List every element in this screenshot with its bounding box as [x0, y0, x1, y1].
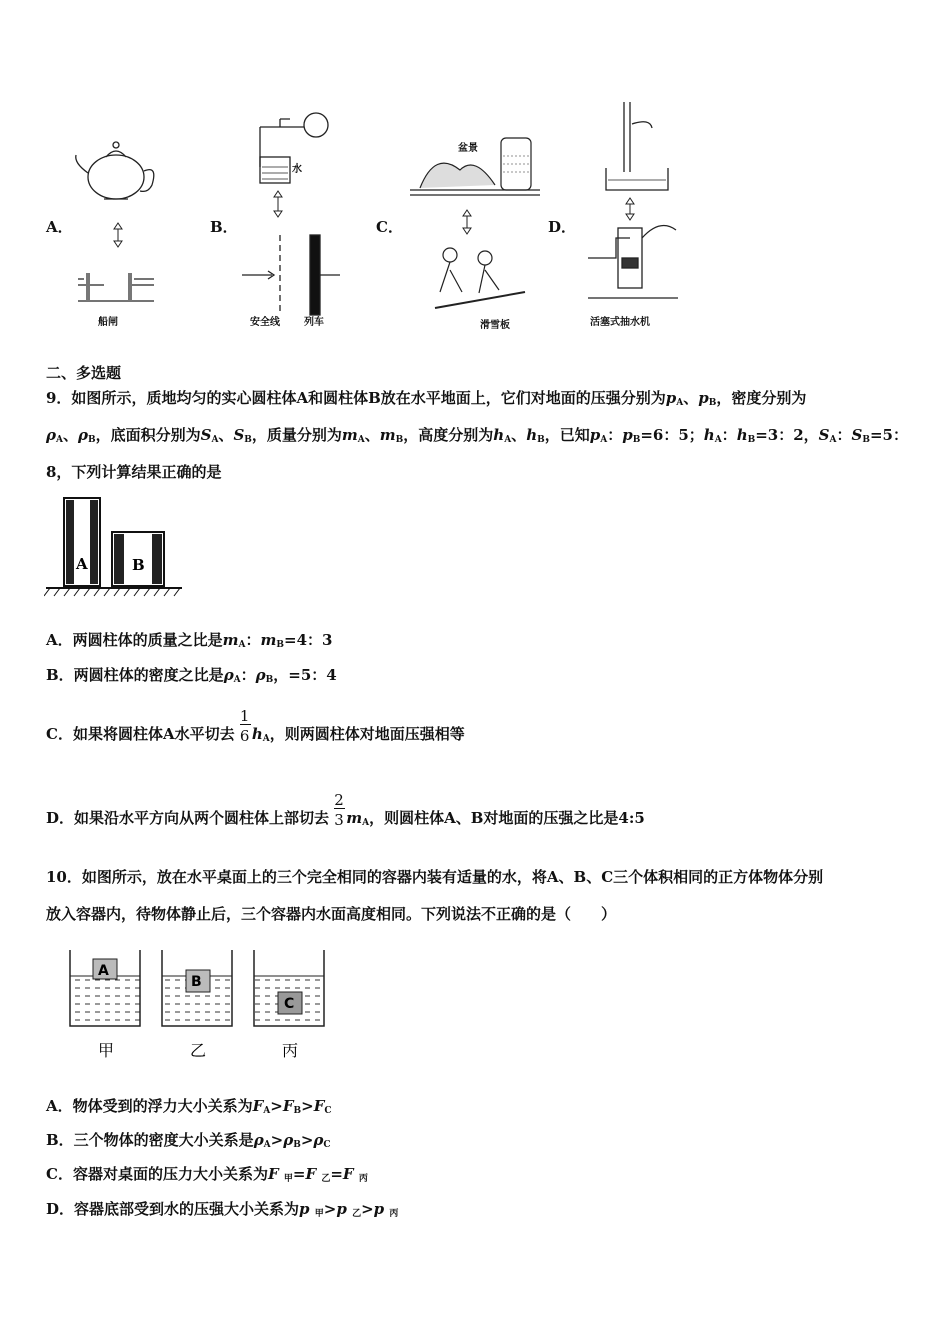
q9-stem-line1: 9．如图所示，质地均匀的实心圆柱体A和圆柱体B放在水平地面上，它们对地面的压强分别为$p_A$、$p_B$，密度分别为 [46, 389, 807, 408]
q9-option-b-text: B．两圆柱体的密度之比是 [46, 666, 224, 684]
q10-option-a: A．物体受到的浮力大小关系为$F_A>F_B>F_C$ [46, 1097, 332, 1116]
q9-option-c-text: C．如果将圆柱体A水平切去 [46, 725, 235, 743]
container-jia [70, 950, 140, 1026]
teapot-body [88, 155, 144, 199]
q9-area-word: ，底面积分别为 [95, 426, 201, 444]
q8-option-d-label: D． [548, 218, 577, 236]
q9-option-b-value: ，=5：4 [273, 666, 337, 684]
section-title: 二、多选题 [46, 364, 122, 382]
q8-option-c-label: C． [376, 218, 403, 236]
q8-caption-bonsai: 盆景 [458, 143, 478, 154]
q10-option-b-text: B．三个物体的密度大小关系是 [46, 1131, 254, 1149]
q10-option-c: C．容器对桌面的压力大小关系为F $_甲$=F $_乙$=F $_丙$ [46, 1165, 368, 1184]
fraction-numerator: 1 [239, 707, 250, 725]
q9-stem-line2: $\rho_A$、$\rho_B$，底面积分别为$S_A$、$S_B$，质量分别为$m_A$、$m_B$，高度分别为$h_A$、$h_B$，已知$p_A$：$p_B=6$：5；$h_A$：$h_B=3$：2，$S_A$：$S_B=5$： [46, 426, 908, 445]
fraction-denominator: 6 [239, 727, 250, 745]
q8-caption-pump: 活塞式抽水机 [590, 317, 650, 328]
q9-mass-word: ，质量分别为 [251, 426, 342, 444]
q9-ratio-h: =3：2， [755, 426, 819, 444]
straw-train-figure [240, 105, 350, 325]
q9-option-a-text: A．两圆柱体的质量之比是 [46, 631, 223, 649]
block-c-label: C [284, 996, 295, 1012]
q9-ratio-s: =5： [869, 426, 908, 444]
q10-containers-figure [64, 944, 334, 1066]
q9-option-d-tail: ，则圆柱体A、B对地面的压强之比是4:5 [369, 809, 645, 827]
q9-option-a: A．两圆柱体的质量之比是$m_A$：$m_B=4$：3 [46, 631, 333, 650]
bonsai-skier-figure [405, 130, 545, 330]
q10-option-c-text: C．容器对桌面的压力大小关系为 [46, 1165, 268, 1183]
q8-option-b-label: B． [210, 218, 238, 236]
q9-option-c: C．如果将圆柱体A水平切去 $\frac{1}{6}$ $h_A$，则两圆柱体对地面压强相等 [46, 707, 465, 745]
q10-stem-line1: 10．如图所示，放在水平桌面上的三个完全相同的容器内装有适量的水，将A、B、C三个体积相同的正方体物体分别 [46, 868, 824, 886]
cylinder-b-label: B [132, 556, 145, 574]
q10-option-b: B．三个物体的密度大小关系是$\rho_A>\rho_B>\rho_C$ [46, 1131, 331, 1150]
q9-known-word: ，已知 [544, 426, 590, 444]
fraction-one-sixth [239, 707, 252, 745]
caption-yi: 乙 [190, 1041, 207, 1060]
q8-caption-safety-line: 安全线 [250, 317, 280, 328]
q9-ratio-p: =6：5； [640, 426, 704, 444]
q9-option-d: D．如果沿水平方向从两个圆柱体上部切去 $\frac{2}{3}$ $m_A$，则圆柱体A、B对地面的压强之比是4:5 [46, 791, 645, 829]
q8-caption-lock: 船闸 [98, 317, 118, 328]
q8-caption-water-b: 水 [292, 164, 302, 175]
container-bing [254, 950, 324, 1026]
q8-caption-train: 列车 [304, 317, 324, 328]
q9-cylinders-figure [44, 492, 184, 602]
q10-option-d: D．容器底部受到水的压强大小关系为p $_甲$>p $_乙$>p $_丙$ [46, 1200, 399, 1219]
fraction-two-thirds [334, 791, 346, 829]
q9-option-c-tail: ，则两圆柱体对地面压强相等 [269, 725, 465, 743]
caption-jia: 甲 [98, 1041, 115, 1060]
cylinder-a-label: A [76, 555, 88, 573]
block-b-label: B [191, 974, 202, 990]
q9-height-word: ，高度分别为 [403, 426, 494, 444]
block-a-label: A [98, 963, 109, 979]
fraction-numerator: 2 [334, 791, 344, 809]
q10-option-a-text: A．物体受到的浮力大小关系为 [46, 1097, 253, 1115]
q10-stem-line2: 放入容器内，待物体静止后，三个容器内水面高度相同。下列说法不正确的是（ ） [46, 905, 617, 923]
q8-caption-ski: 滑雪板 [480, 320, 510, 331]
person-head [304, 113, 328, 137]
q10-option-d-text: D．容器底部受到水的压强大小关系为 [46, 1200, 300, 1218]
caption-bing: 丙 [282, 1041, 299, 1060]
barometer-pump-figure [580, 98, 690, 318]
q9-option-d-text: D．如果沿水平方向从两个圆柱体上部切去 [46, 809, 330, 827]
q9-option-b: B．两圆柱体的密度之比是$\rho_A$：$\rho_B$，=5：4 [46, 666, 337, 685]
q8-option-a-label: A． [46, 218, 73, 236]
q9-density-word: ，密度分别为 [716, 389, 807, 407]
q9-option-a-value: =4：3 [284, 631, 333, 649]
q9-stem-text: 9．如图所示，质地均匀的实心圆柱体A和圆柱体B放在水平地面上，它们对地面的压强分别为 [46, 389, 666, 407]
fraction-denominator: 3 [334, 811, 344, 829]
teapot-lock-figure [68, 135, 168, 335]
q9-stem-line3: 8，下列计算结果正确的是 [46, 463, 222, 481]
